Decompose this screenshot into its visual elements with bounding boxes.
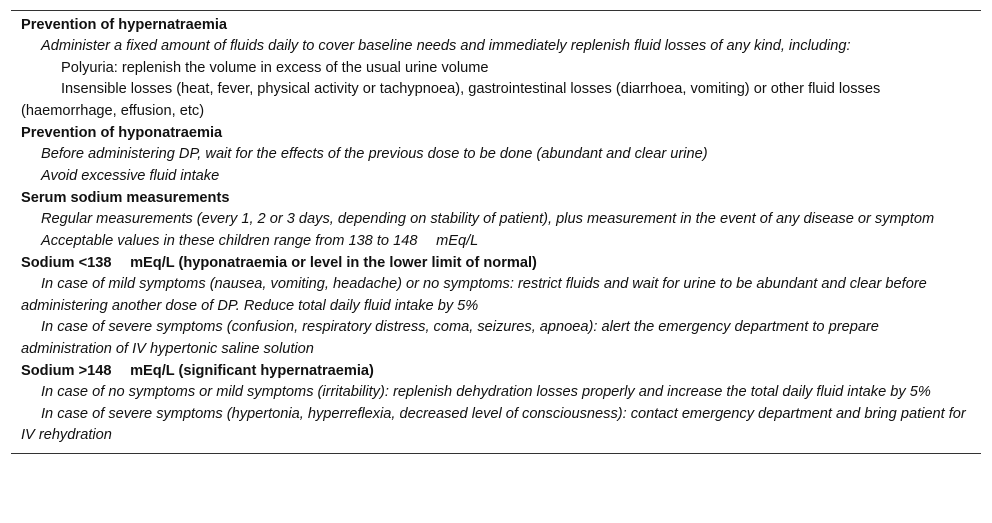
section-subitem: Polyuria: replenish the volume in excess of the usual urine volume [61, 59, 489, 76]
section-heading: Prevention of hypernatraemia [21, 17, 227, 33]
section-subitem: Insensible losses (heat, fever, physical activity or tachypnoea), gastrointestinal losses (diarrhoea, vomiting) or other fluid losses (haemorrhage, effusion, etc) [21, 81, 881, 119]
section-item: Before administering DP, wait for the effects of the previous dose to be done (abundant and clear urine) [41, 146, 708, 162]
section-item: In case of mild symptoms (nausea, vomiting, headache) or no symptoms: restrict fluids and wait for urine to be abundant and clear before administering another dose of DP. Reduce total daily fluid intake by 5% [21, 276, 927, 314]
section-item: Administer a fixed amount of fluids daily to cover baseline needs and immediately replenish fluid losses of any kind, including: [41, 38, 851, 54]
section-heading: Prevention of hyponatraemia [21, 125, 223, 141]
section-item: In case of no symptoms or mild symptoms (irritability): replenish dehydration losses properly and increase the total daily fluid intake by 5% [41, 384, 931, 400]
section-item: Regular measurements (every 1, 2 or 3 days, depending on stability of patient), plus measurement in the event of any disease or symptom [41, 211, 935, 227]
section-item: In case of severe symptoms (hypertonia, hyperreflexia, decreased level of consciousness): contact emergency department and bring patient for IV rehydration [21, 405, 966, 443]
section-item: In case of severe symptoms (confusion, respiratory distress, coma, seizures, apnoea): alert the emergency department to prepare administration of IV hypertonic saline solution [21, 319, 879, 357]
section-item: Acceptable values in these children range from 138 to 148 mEq/L [41, 232, 479, 249]
section-heading: Serum sodium measurements [21, 190, 230, 206]
section-heading: Sodium >148 mEq/L (significant hypernatraemia) [21, 363, 374, 379]
section-item: Avoid excessive fluid intake [41, 167, 220, 184]
guidance-table [11, 10, 981, 454]
section-heading: Sodium <138 mEq/L (hyponatraemia or level in the lower limit of normal) [21, 255, 537, 271]
